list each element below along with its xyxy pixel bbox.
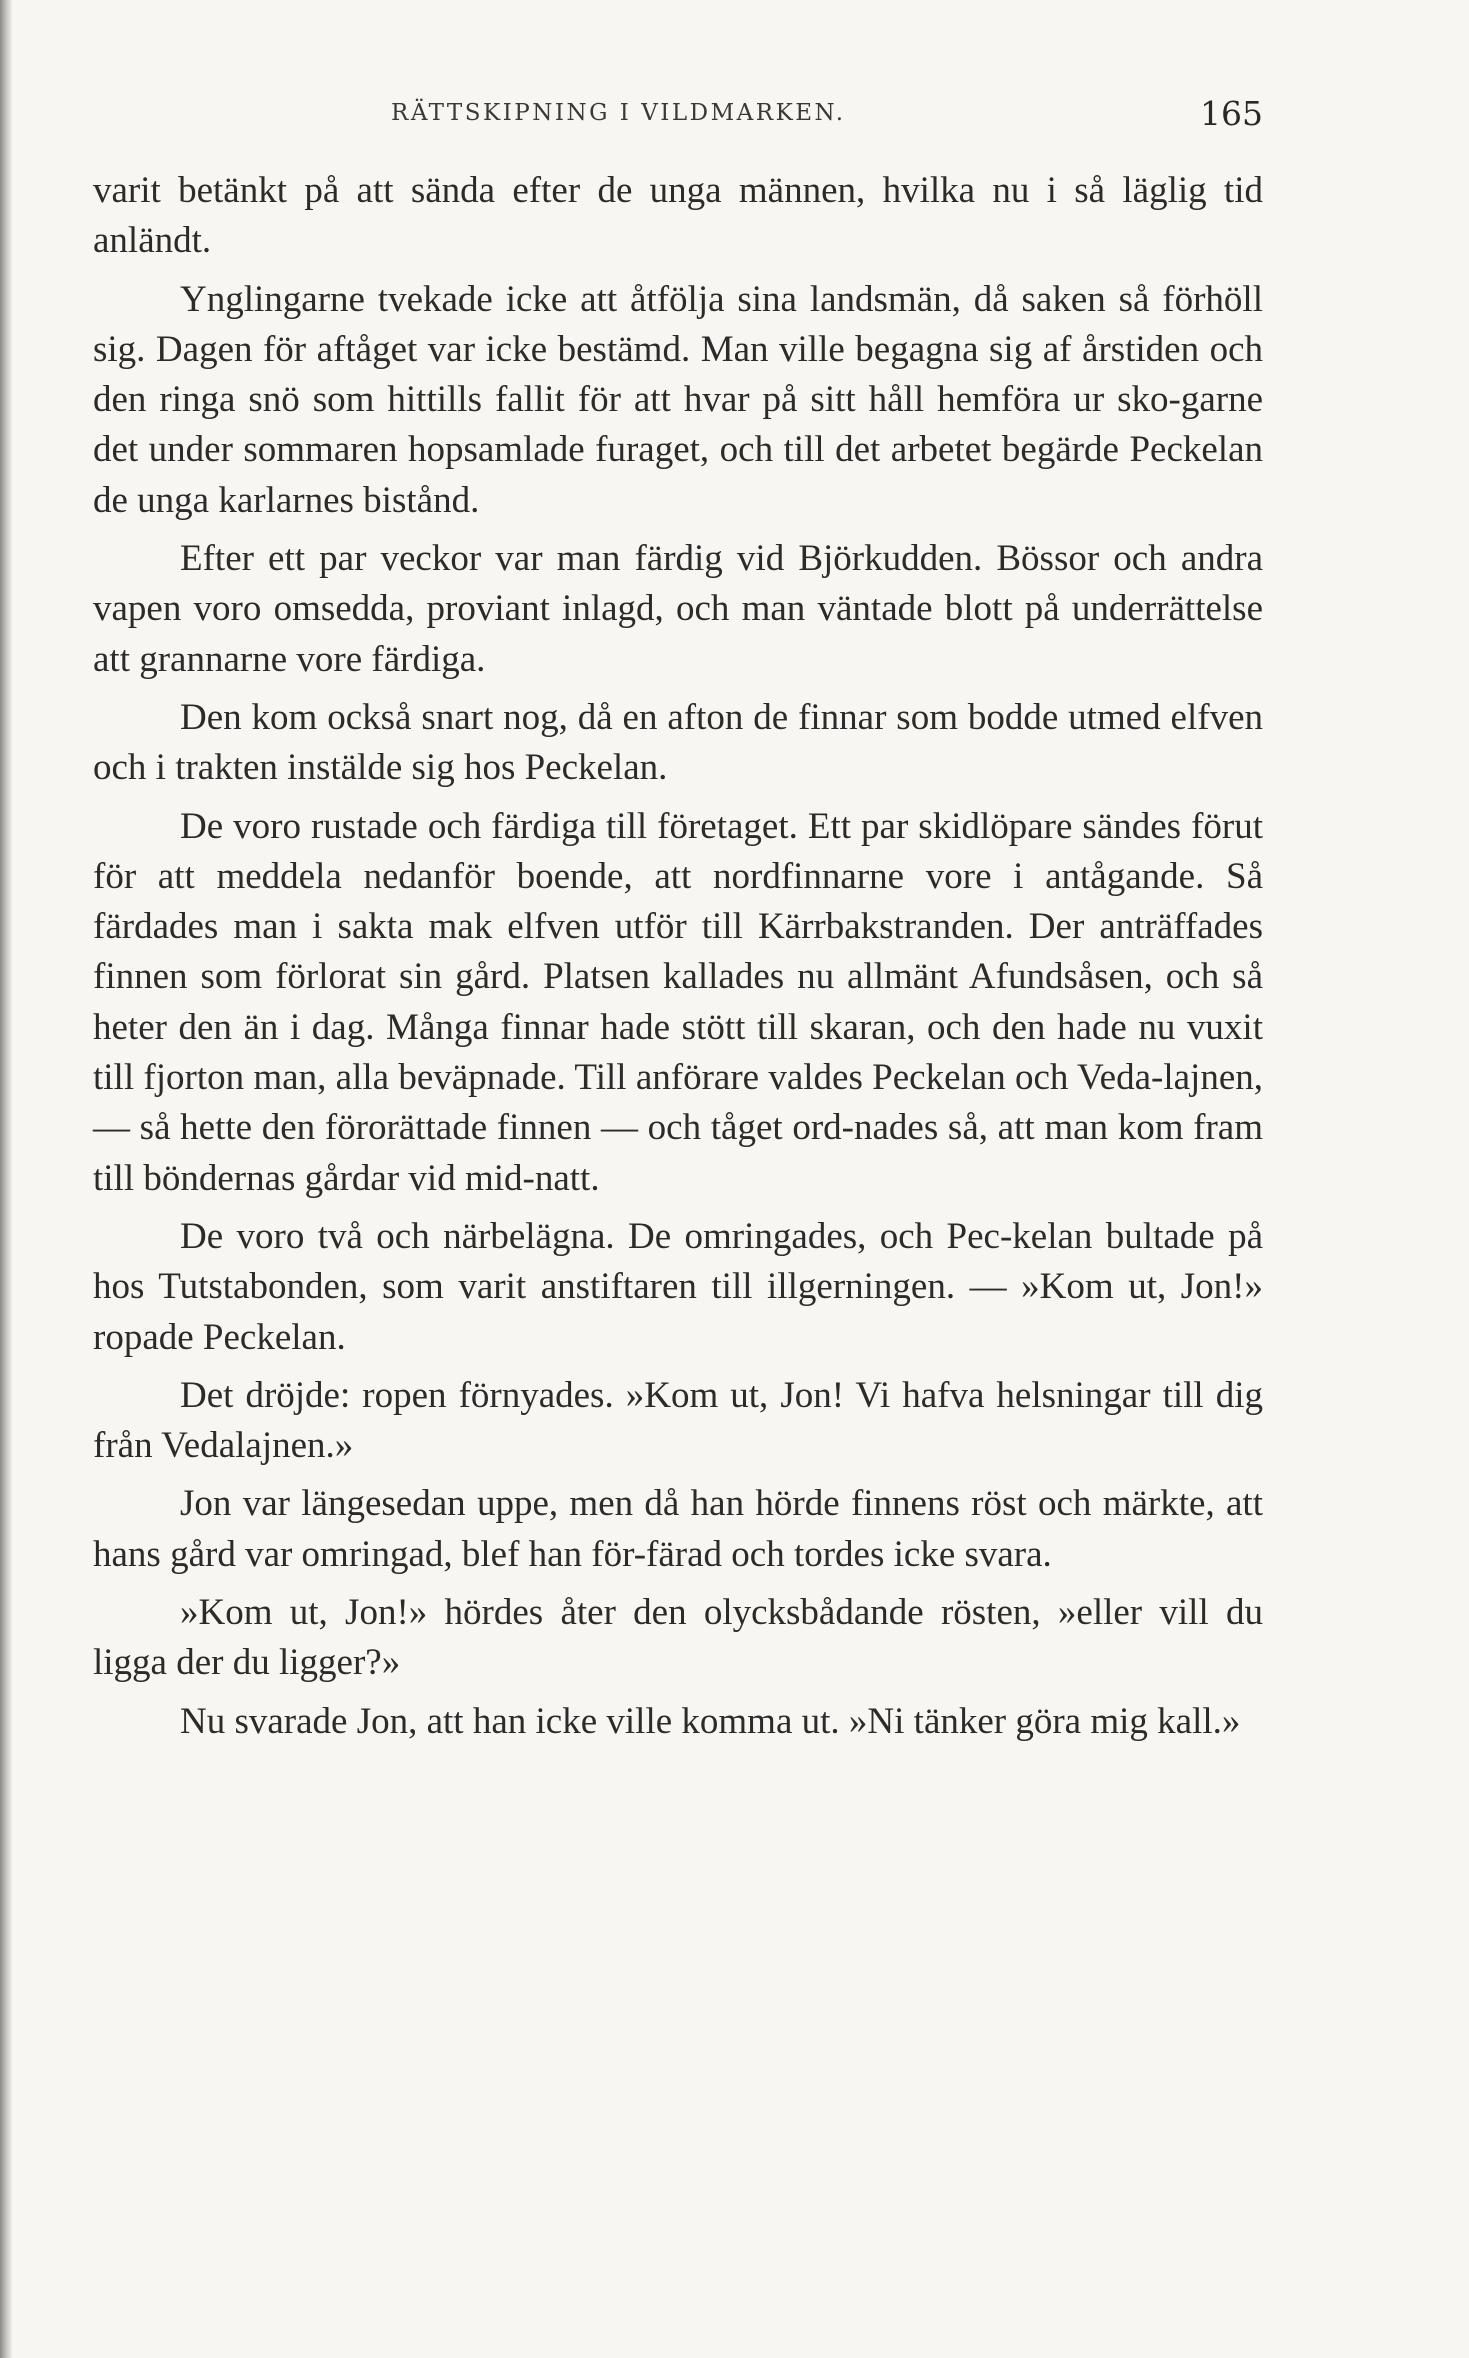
paragraph: Efter ett par veckor var man färdig vid Björkudden. Bössor och andra vapen voro omsedda, proviant inlagd, och man väntade blott på underrättelse att grannarne vore färdiga. bbox=[93, 538, 1263, 680]
paragraph: De voro rustade och färdiga till företaget. Ett par skidlöpare sändes förut för att meddela nedanför boende, att nordfinnarne vore i antågande. Så färdades man i sakta mak elfven utför till Kärrbakstranden. Der anträffades finnen som förlorat sin gård. Platsen kallades nu allmänt Afundsåsen, och så heter den än i dag. Många finnar hade stött till skaran, och den hade nu vuxit till fjorton man, alla beväpnade. Till anförare valdes Peckelan och Veda-lajnen, — så hette den förorättade finnen — och tåget ord-nades så, att man kom fram till böndernas gårdar vid mid-natt. bbox=[93, 805, 1263, 1199]
paragraph: »Kom ut, Jon!» hördes åter den olycksbådande rösten, »eller vill du ligga der du ligger?» bbox=[93, 1592, 1263, 1684]
book-binding-edge bbox=[0, 0, 12, 2358]
paragraph: Jon var längesedan uppe, men då han hörde finnens röst och märkte, att hans gård var omringad, blef han för-färad och tordes icke svara. bbox=[93, 1483, 1263, 1575]
paragraph: Ynglingarne tvekade icke att åtfölja sina landsmän, då saken så förhöll sig. Dagen för aftåget var icke bestämd. Man ville begagna sig af årstiden och den ringa snö som hittills fallit för att hvar på sitt håll hemföra ur sko-garne det under sommaren hopsamlade furaget, och till det arbetet begärde Peckelan de unga karlarnes bistånd. bbox=[93, 278, 1263, 521]
paragraph: Nu svarade Jon, att han icke ville komma ut. »Ni tänker göra mig kall.» bbox=[180, 1700, 1241, 1742]
running-title: RÄTTSKIPNING I VILDMARKEN. bbox=[391, 100, 846, 126]
book-page bbox=[93, 94, 1263, 1755]
paragraph: varit betänkt på att sända efter de unga männen, hvilka nu i så läglig tid anländt. bbox=[93, 170, 1263, 262]
paragraph: Den kom också snart nog, då en afton de finnar som bodde utmed elfven och i trakten instälde sig hos Peckelan. bbox=[93, 696, 1263, 789]
paragraph: Det dröjde: ropen förnyades. »Kom ut, Jon! Vi hafva helsningar till dig från Vedalajnen.» bbox=[93, 1374, 1263, 1467]
body-text bbox=[93, 166, 1263, 1747]
running-head bbox=[93, 94, 1263, 148]
paragraph: De voro två och närbelägna. De omringades, och Pec-kelan bultade på hos Tutstabonden, som varit anstiftaren till illgerningen. — »Kom ut, Jon!» ropade Peckelan. bbox=[93, 1215, 1263, 1358]
page-number: 165 bbox=[1200, 94, 1263, 133]
